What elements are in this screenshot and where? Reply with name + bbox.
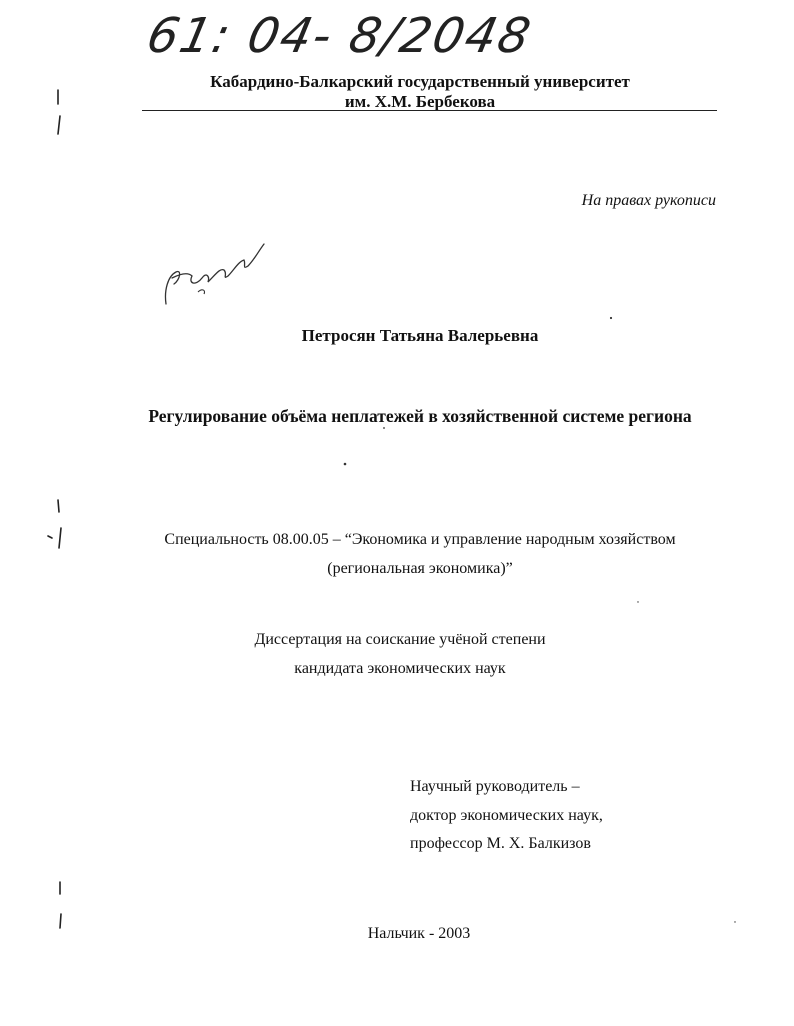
- degree-block: [0, 625, 794, 683]
- specialty-line-2: (региональная экономика)”: [327, 560, 513, 577]
- supervisor-line-1: Научный руководитель –: [410, 778, 580, 795]
- university-name: [0, 72, 794, 112]
- supervisor-block: [410, 773, 603, 859]
- specialty-line-1: Специальность 08.00.05 – “Экономика и управление народным хозяйством: [164, 531, 676, 548]
- specialty-block: [0, 525, 794, 583]
- supervisor-line-3: профессор М. Х. Балкизов: [410, 835, 591, 852]
- degree-line-1: Диссертация на соискание учёной степени: [254, 631, 546, 648]
- header-divider: [142, 110, 717, 111]
- dissertation-title: Регулирование объёма неплатежей в хозяйственной системе региона: [148, 406, 692, 426]
- supervisor-line-2: доктор экономических наук,: [410, 806, 603, 824]
- degree-line-2: кандидата экономических наук: [294, 660, 506, 677]
- author-name: Петросян Татьяна Валерьевна: [301, 326, 539, 345]
- handwritten-signature: [158, 232, 268, 312]
- place-and-year: Нальчик - 2003: [367, 925, 471, 942]
- university-name-line-1: Кабардино-Балкарский государственный университет: [210, 72, 630, 91]
- handwritten-registration-number: 61: 04- 8/2048: [142, 8, 537, 64]
- university-name-line-2: им. Х.М. Бербекова: [344, 92, 496, 111]
- manuscript-rights-note: На правах рукописи: [581, 192, 716, 209]
